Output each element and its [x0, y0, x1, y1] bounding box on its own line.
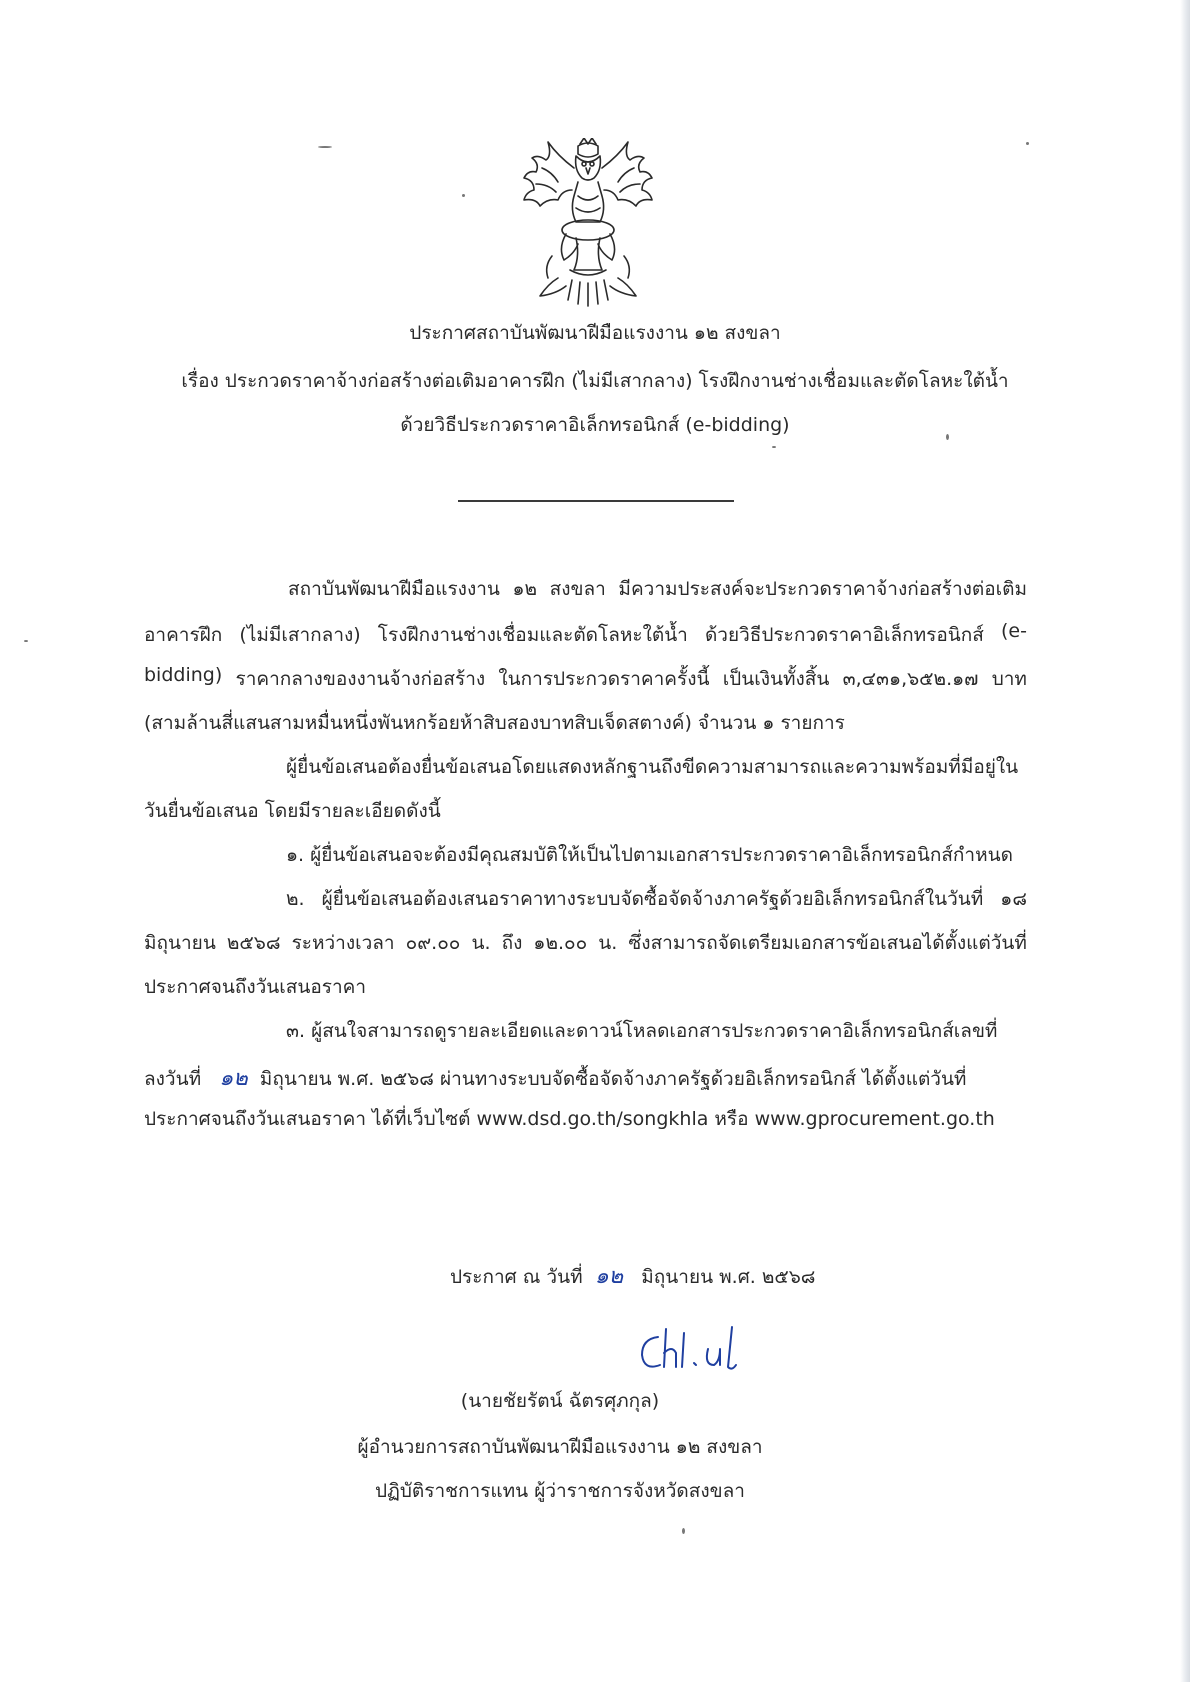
header-divider	[458, 500, 734, 502]
announcement-title: ประกาศสถาบันพัฒนาฝีมือแรงงาน ๑๒ สงขลา	[409, 322, 781, 344]
item-3-line-2: ลงวันที่ ๑๒ มิถุนายน พ.ศ. ๒๕๖๘ ผ่านทางระบบจัดซื้อจัดจ้างภาครัฐด้วยอิเล็กทรอนิกส์ ได้ตั้งแต่วันที่	[144, 1066, 967, 1091]
item-1: ๑. ผู้ยื่นข้อเสนอจะต้องมีคุณสมบัติให้เป็นไปตามเอกสารประกวดราคาอิเล็กทรอนิกส์กำหนด	[286, 844, 1013, 866]
garuda-emblem-icon	[518, 138, 658, 308]
item-2-line-3: ประกาศจนถึงวันเสนอราคา	[144, 976, 367, 998]
paragraph-2-line-2: วันยื่นข้อเสนอ โดยมีรายละเอียดดังนี้	[144, 800, 441, 822]
handwritten-signature	[636, 1325, 746, 1377]
signer-position: ผู้อำนวยการสถาบันพัฒนาฝีมือแรงงาน ๑๒ สงขลา	[357, 1436, 763, 1458]
announcement-date: ประกาศ ณ วันที่ ๑๒ มิถุนายน พ.ศ. ๒๕๖๘	[450, 1264, 816, 1289]
paragraph-1-line-4: (สามล้านสี่แสนสามหมื่นหนึ่งพันหกร้อยห้าสิบสองบาทสิบเจ็ดสตางค์) จำนวน ๑ รายการ	[144, 712, 845, 734]
scan-speck	[946, 434, 949, 440]
signer-acting-on-behalf: ปฏิบัติราชการแทน ผู้ว่าราชการจังหวัดสงขลา	[375, 1480, 745, 1502]
paragraph-1-line-1: สถาบันพัฒนาฝีมือแรงงาน ๑๒ สงขลา มีความประสงค์จะประกวดราคาจ้างก่อสร้างต่อเติม	[288, 578, 1027, 600]
scan-speck	[1026, 142, 1029, 145]
scan-speck	[462, 194, 465, 197]
paragraph-1-line-2: อาคารฝึก (ไม่มีเสากลาง) โรงฝึกงานช่างเชื่อมและตัดโลหะใต้น้ำ ด้วยวิธีประกวดราคาอิเล็กทรอนิกส์ (e-	[144, 620, 1027, 646]
item-3-line-1: ๓. ผู้สนใจสามารถดูรายละเอียดและดาวน์โหลดเอกสารประกวดราคาอิเล็กทรอนิกส์เลขที่	[286, 1020, 998, 1042]
item-2-line-1: ๒. ผู้ยื่นข้อเสนอต้องเสนอราคาทางระบบจัดซื้อจัดจ้างภาครัฐด้วยอิเล็กทรอนิกส์ในวันที่ ๑๘	[286, 888, 1027, 910]
item-3-line-3: ประกาศจนถึงวันเสนอราคา ได้ที่เว็บไซต์ www.dsd.go.th/songkhla หรือ www.gprocurement.go.th	[144, 1108, 995, 1130]
scan-edge-shadow	[1180, 0, 1190, 1682]
scan-speck	[318, 146, 332, 148]
scan-speck	[24, 640, 28, 642]
scan-speck	[772, 446, 776, 448]
paragraph-1-line-3: bidding) ราคากลางของงานจ้างก่อสร้าง ในการประกวดราคาครั้งนี้ เป็นเงินทั้งสิ้น ๓,๔๓๑,๖๕๒.๑๗ บาท	[144, 664, 1027, 690]
paragraph-2-line-1: ผู้ยื่นข้อเสนอต้องยื่นข้อเสนอโดยแสดงหลักฐานถึงขีดความสามารถและความพร้อมที่มีอยู่ใน	[286, 756, 1019, 778]
item-2-line-2: มิถุนายน ๒๕๖๘ ระหว่างเวลา ๐๙.๐๐ น. ถึง ๑๒.๐๐ น. ซึ่งสามารถจัดเตรียมเอกสารข้อเสนอได้ตั้งแต่วันที่	[144, 932, 1027, 954]
announcement-subject: เรื่อง ประกวดราคาจ้างก่อสร้างต่อเติมอาคารฝึก (ไม่มีเสากลาง) โรงฝึกงานช่างเชื่อมและตัดโลหะใต้น้ำ	[181, 370, 1009, 392]
announcement-method: ด้วยวิธีประกวดราคาอิเล็กทรอนิกส์ (e-bidding)	[400, 414, 790, 436]
signer-name: (นายชัยรัตน์ ฉัตรศุภกุล)	[460, 1390, 660, 1412]
handwritten-day: ๑๒	[219, 1066, 248, 1091]
scan-speck	[682, 1528, 685, 1534]
handwritten-date-day: ๑๒	[594, 1264, 624, 1289]
